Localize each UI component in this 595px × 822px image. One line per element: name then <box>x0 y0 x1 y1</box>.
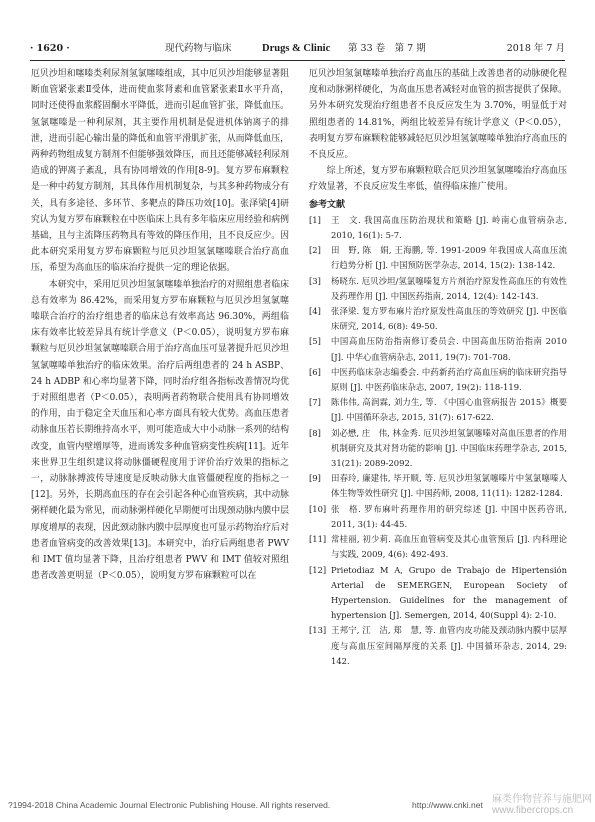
reference-item <box>309 274 567 304</box>
reference-text: 张泽梁. 复方罗布麻片治疗原发性高血压的等效研究 [J]. 中医临床研究, 2014, 6(8): 49-50. <box>331 306 567 332</box>
reference-number: [1] <box>309 214 321 225</box>
reference-item <box>309 563 567 624</box>
reference-text: 中医药临床杂志编委会. 中药新药治疗高血压病的临床研究指导原则 [J]. 中医药临床杂志, 2007, 19(2): 118-119. <box>331 366 567 393</box>
reference-text: 刘必懋, 庄 伟, 林金秀. 厄贝沙坦氢氯噻嗪对高血压患者的作用机制研究及其对肾功能的影响 [J]. 中国临床药理学杂志, 2015, 31(21): 2089-2092. <box>331 427 567 469</box>
reference-item <box>309 395 567 425</box>
reference-number: [8] <box>309 427 321 438</box>
reference-item <box>309 334 567 364</box>
reference-number: [13] <box>309 625 327 636</box>
journal-title-cn: 现代药物与临床 <box>165 43 232 54</box>
reference-item <box>309 502 567 532</box>
body-paragraph: 厄贝沙坦氢氯噻嗪单独治疗高血压的基础上改善患者的动脉硬化程度和动脉粥样硬化，为高血压患者减轻对血管的损害提供了保障。另外本研究发现治疗组患者不良反应发生为 3.70%，明显低于对照组患者的 14.81%，两组比较差异有统计学意义（P＜0.05），表明复方罗布麻颗粒能够减轻厄贝沙坦氢氯噻嗪单独治疗高血压的不良反应。 <box>309 69 567 161</box>
reference-number: [3] <box>309 275 321 286</box>
reference-item <box>309 532 567 562</box>
reference-text: 田 野, 陈 娟, 王海鹏, 等. 1991-2009 年我国成人高血压流行趋势分析 [J]. 中国预防医学杂志, 2014, 15(2): 138-142. <box>331 245 567 271</box>
running-header <box>30 41 565 57</box>
copyright-notice: ?1994-2018 China Academic Journal Electronic Publishing House. All rights reserved. <box>8 800 331 810</box>
reference-text: 王邦宁, 江 洁, 郑 慧, 等. 血管内皮功能及颈动脉内膜中层厚度与高血压室间隔厚度的关系 [J]. 中国循环杂志, 2014, 29: 142. <box>331 625 567 666</box>
reference-number: [11] <box>309 534 327 545</box>
right-column <box>309 66 567 669</box>
conclusion-paragraph: 综上所述，复方罗布麻颗粒联合厄贝沙坦氢氯噻嗪治疗高血压疗效显著，不良反应发生率低，值得临床推广使用。 <box>309 166 567 193</box>
watermark: 麻类作物营养与施肥网 www.fibercrops.cn <box>492 794 592 816</box>
volume-issue: 第 33 卷 第 7 期 <box>348 43 426 54</box>
reference-number: [6] <box>309 366 321 377</box>
reference-item <box>309 304 567 334</box>
page-number: · 1620 · <box>30 43 70 54</box>
journal-title-en: Drugs & Clinic <box>262 43 331 54</box>
reference-number: [9] <box>309 473 321 484</box>
reference-text: 杨晓东. 厄贝沙坦/氢氯噻嗪复方片剂治疗原发性高血压的有效性及药理作用 [J]. 中国医药指南, 2014, 12(4): 142-143. <box>331 275 567 301</box>
reference-item <box>309 213 567 243</box>
left-column <box>31 66 289 585</box>
reference-text: 田春玲, 廉建伟, 毕开顺, 等. 厄贝沙坦氢氯噻嗪片中氢氯噻嗪人体生物等效性研究 [J]. 中国药师, 2008, 11(11): 1282-1284. <box>331 473 567 499</box>
reference-number: [12] <box>309 564 327 575</box>
reference-text: Prietodiaz M A, Grupo de Trabajo de Hipertensión Arterial de SEMERGEN, European Society of Hypertension. Guidelines for the management of hypertension [J]. Semergen, 2014, 40(Suppl 4): 2-10. <box>331 564 567 621</box>
reference-item <box>309 471 567 501</box>
reference-item <box>309 623 567 669</box>
reference-text: 王 文. 我国高血压防治现状和策略 [J]. 岭南心血管病杂志, 2010, 16(1): 5-7. <box>331 214 567 241</box>
reference-text: 常桂丽, 初少莉. 高血压血管病变及其心血管预后 [J]. 内科理论与实践, 2009, 4(6): 492-493. <box>331 534 567 560</box>
references-heading: 参考文献 <box>309 199 346 210</box>
reference-item <box>309 426 567 472</box>
reference-number: [7] <box>309 397 321 408</box>
reference-text: 张 格. 罗布麻叶药理作用的研究综述 [J]. 中国中医药咨讯, 2011, 3(1): 44-45. <box>331 503 567 529</box>
reference-number: [2] <box>309 245 321 256</box>
page-footer <box>0 794 595 816</box>
issue-date: 2018 年 7 月 <box>506 43 565 54</box>
reference-item <box>309 243 567 273</box>
body-paragraph: 本研究中，采用厄贝沙坦氢氯噻嗪单独治疗的对照组患者临床总有效率为 86.42%，而采用复方罗布麻颗粒与厄贝沙坦氢氯噻嗪联合治疗的治疗组患者的临床总有效率高达 96.30%，两组临床有效率比较差异具有统计学意义（P＜0.05），说明复方罗布麻颗粒与厄贝沙坦氢氯噻嗪联合用于治疗高血压可显著提升厄贝沙坦氢氯噻嗪单独治疗的临床效果。治疗后两组患者的 24 h ASBP、24 h ADBP 和心率均显著下降，同时治疗组各指标改善情况均优于对照组患者（P＜0.05），表明两者药物联合使用具有协同增效的作用，由于稳定全天血压和心率方面具有较大优势。高血压患者动脉血压若长期维持高水平，则可能造成大中小动脉一系列的结构改变，血管内壁增厚等，进而诱发多种血管病变性疾病[11]。近年来世界卫生组织建议将动脉僵硬程度用于评价治疗效果的指标之一，动脉脉搏波传导速度是反映动脉大血管僵硬程度的指标之一[12]。另外，长期高血压的存在会引起各种心血管疾病，其中动脉粥样硬化最为常见，而动脉粥样硬化早期便可出现颈动脉内膜中层厚度增厚的表现，因此颈动脉内膜中层厚度也可显示药物治疗后对患者血管病变的改善效果[13]。本研究中，治疗后两组患者 PWV 和 IMT 值均显著下降，且治疗组患者 PWV 和 IMT 值较对照组患者改善更明显（P＜0.05），说明复方罗布麻颗粒可以在 <box>31 279 289 582</box>
footer-url[interactable]: http://www.cnki.net <box>412 800 483 810</box>
reference-number: [4] <box>309 306 321 317</box>
reference-number: [10] <box>309 503 327 514</box>
reference-list <box>309 213 567 669</box>
reference-number: [5] <box>309 336 321 347</box>
body-paragraph: 厄贝沙坦和噻嗪类利尿剂氢氯噻嗪组成，其中厄贝沙坦能够显著阻断血管紧张素Ⅱ受体，进而使血浆肾素和血管紧张素Ⅱ水平升高，同时还使得血浆醛固酮水平降低，进而引起血管扩张，降低血压。氢氯噻嗪是一种利尿剂，其主要作用机制是促进机体钠离子的排泄，进而引起心输出量的降低和血管平滑肌扩张，从而降低血压，两种药物组成复方制剂不但能够强效降压，而且还能够减轻利尿剂造成的钾离子紊乱，具有协同增效的作用[8-9]。复方罗布麻颗粒是一种中药复方制剂，其具体作用机制复杂，与其多种药物成分有关，具有多途径、多环节、多靶点的降压功效[10]。张泽梁[4]研究认为复方罗布麻颗粒在中医临床上具有多年临床应用经验和病例基础，且与主流降压药物具有等效的降压作用，且不良反应少。因此本研究采用复方罗布麻颗粒与厄贝沙坦氢氯噻嗪联合治疗高血压，希望为高血压的临床治疗提供一定的理论依据。 <box>31 69 289 274</box>
reference-text: 中国高血压防治指南修订委员会. 中国高血压防治指南 2010 [J]. 中华心血管病杂志, 2011, 19(7): 701-708. <box>331 336 567 362</box>
reference-text: 陈伟伟, 高润霖, 刘力生, 等. 《中国心血管病报告 2015》概要 [J]. 中国循环杂志, 2015, 31(7): 617-622. <box>331 397 567 423</box>
reference-item <box>309 365 567 395</box>
header-rule <box>30 60 565 61</box>
